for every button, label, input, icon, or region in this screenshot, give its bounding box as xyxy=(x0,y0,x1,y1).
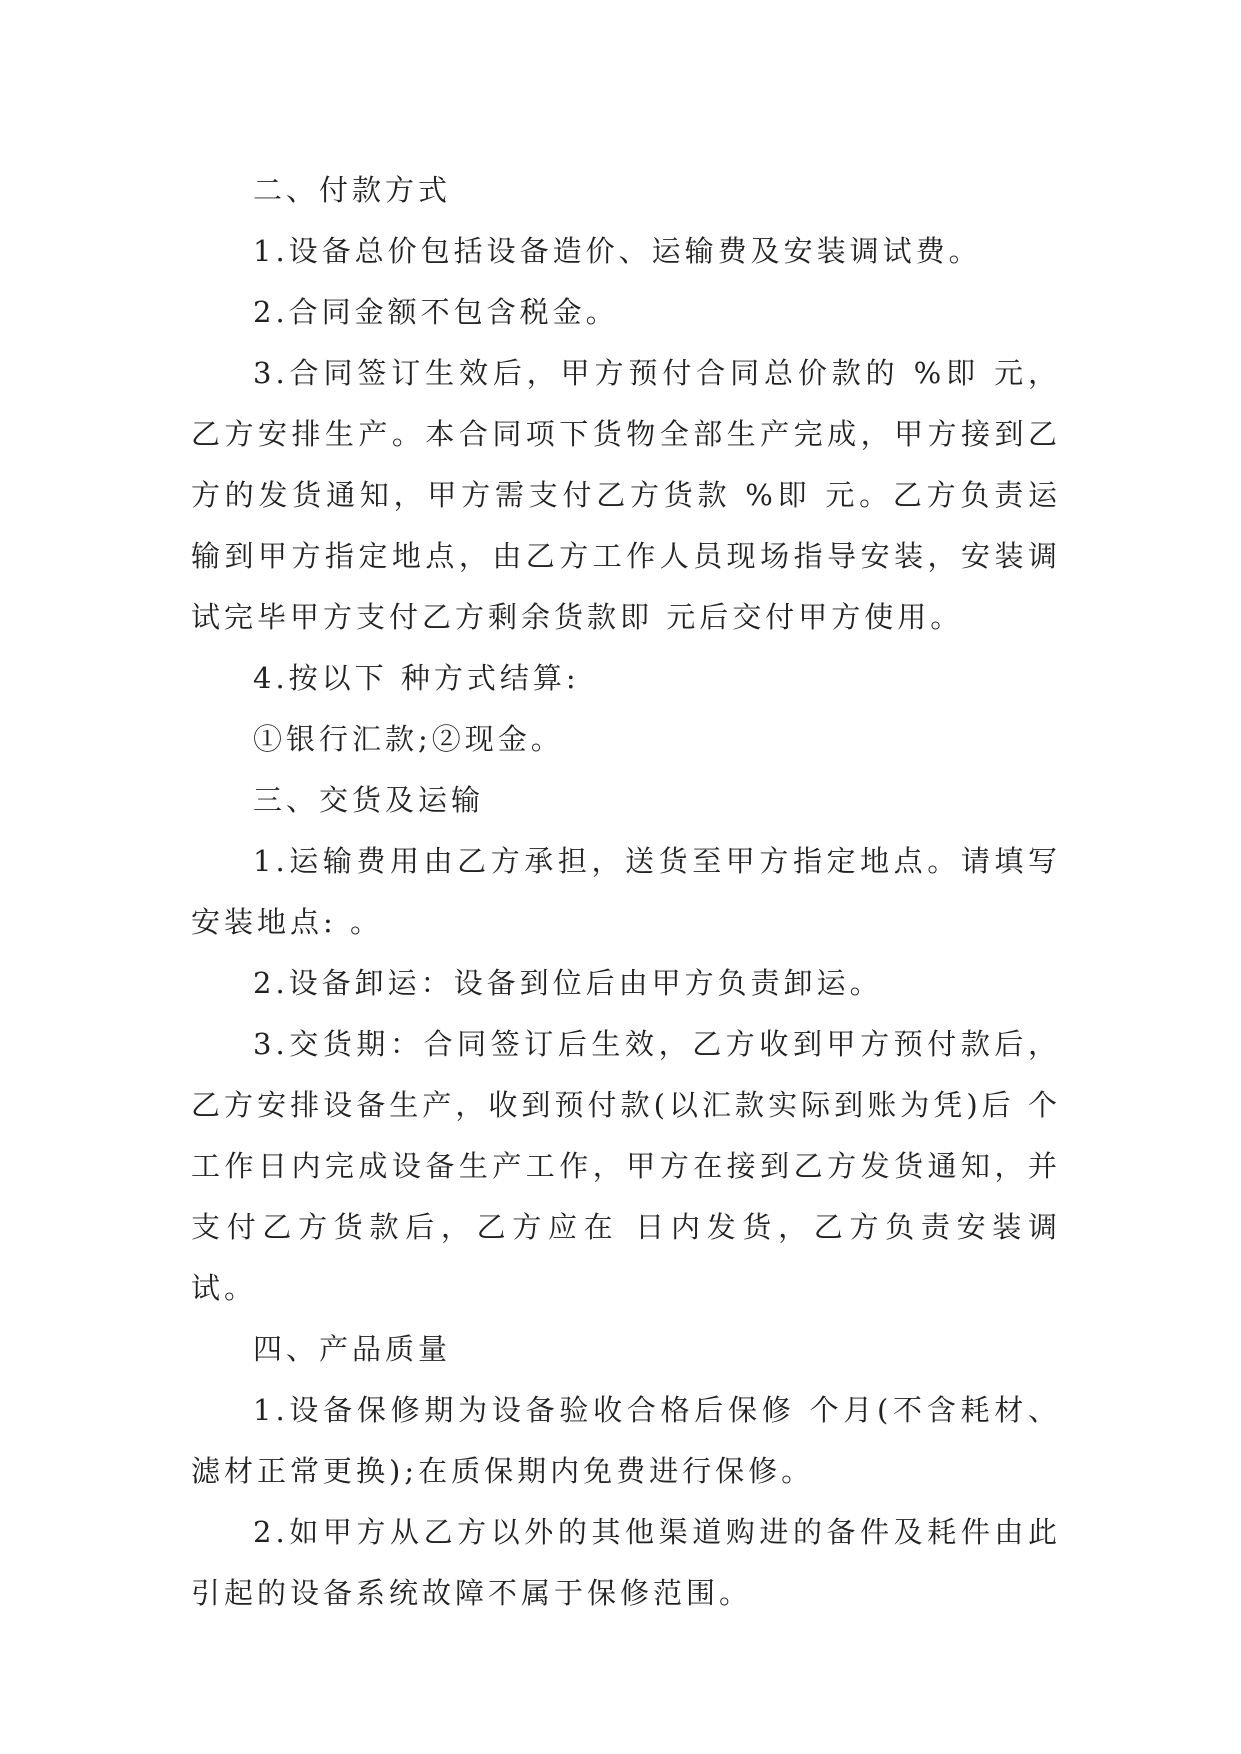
section-heading-quality: 四、产品质量 xyxy=(253,1332,452,1366)
paragraph: 4.按以下 种方式结算: xyxy=(253,661,580,695)
document-body xyxy=(191,160,1061,1624)
section-heading-payment: 二、付款方式 xyxy=(253,173,452,207)
paragraph: 3.合同签订生效后，甲方预付合同总价款的 %即 元，乙方安排生产。本合同项下货物全部生产完成，甲方接到乙方的发货通知，甲方需支付乙方货款 %即 元。乙方负责运输到甲方指定地点，由乙方工作人员现场指导安装，安装调试完毕甲方支付乙方剩余货款即 元后交付甲方使用。 xyxy=(191,356,1061,634)
paragraph: 1.设备保修期为设备验收合格后保修 个月(不含耗材、滤材正常更换);在质保期内免费进行保修。 xyxy=(191,1393,1061,1488)
paragraph: 2.合同金额不包含税金。 xyxy=(253,295,619,329)
paragraph: 2.设备卸运：设备到位后由甲方负责卸运。 xyxy=(253,966,883,1000)
section-heading-delivery: 三、交货及运输 xyxy=(253,783,485,817)
paragraph: 1.运输费用由乙方承担，送货至甲方指定地点。请填写安装地点: 。 xyxy=(191,844,1061,939)
paragraph: 1.设备总价包括设备造价、运输费及安装调试费。 xyxy=(253,234,982,268)
paragraph: ①银行汇款;②现金。 xyxy=(253,722,564,756)
paragraph: 2.如甲方从乙方以外的其他渠道购进的备件及耗件由此引起的设备系统故障不属于保修范围。 xyxy=(191,1515,1061,1610)
paragraph: 3.交货期：合同签订后生效，乙方收到甲方预付款后，乙方安排设备生产，收到预付款(以汇款实际到账为凭)后 个工作日内完成设备生产工作，甲方在接到乙方发货通知，并支付乙方货款后，乙方应在 日内发货，乙方负责安装调试。 xyxy=(191,1027,1061,1305)
